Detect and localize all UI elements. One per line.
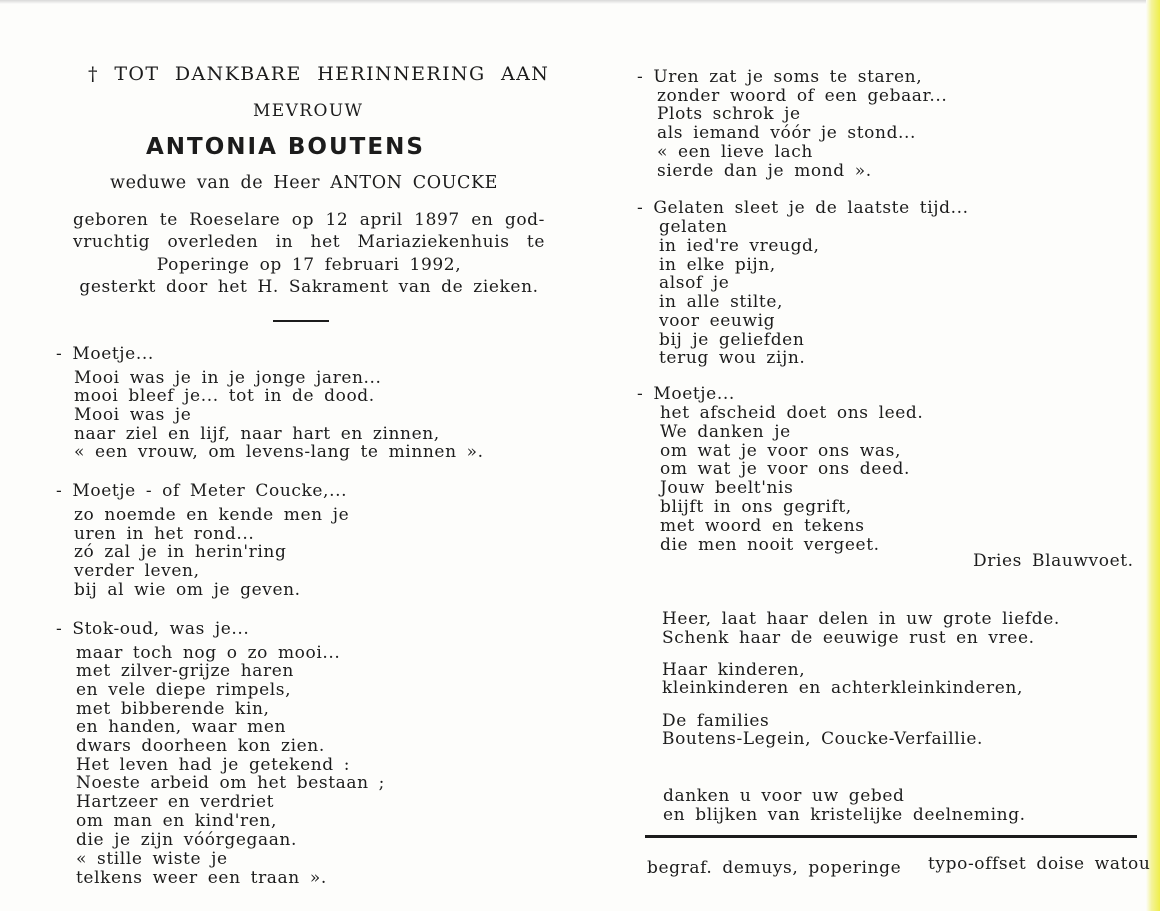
poem5-line: in elke pijn, <box>659 255 776 275</box>
thanks-line-2: en blijken van kristelijke deelneming. <box>663 805 1026 825</box>
widow-of: weduwe van de Heer ANTON COUCKE <box>110 173 499 193</box>
family-line-1: Haar kinderen, <box>662 660 806 680</box>
poem5-line: alsof je <box>659 273 730 293</box>
poem5-line: in ied're vreugd, <box>659 236 820 256</box>
poem3-line: Hartzeer en verdriet <box>76 792 275 812</box>
right-page <box>580 0 1151 911</box>
footer-funeral-director: begraf. demuys, poperinge <box>647 858 902 878</box>
poem1-line: - Moetje... <box>56 344 154 364</box>
poem4-line: zonder woord of een gebaar... <box>657 86 948 106</box>
poem5-line: voor eeuwig <box>659 311 776 331</box>
poem2-line: verder leven, <box>74 561 200 581</box>
poem3-line: met zilver-grijze haren <box>76 661 294 681</box>
poem2-line: bij al wie om je geven. <box>74 580 301 600</box>
thanks-line-1: danken u voor uw gebed <box>663 786 905 806</box>
poem2-line: - Moetje - of Meter Coucke,... <box>56 481 348 501</box>
prayer-line-1: Heer, laat haar delen in uw grote liefde. <box>662 609 1060 629</box>
poem6-line: om wat je voor ons deed. <box>660 459 911 479</box>
poem5-line: in alle stilte, <box>659 292 783 312</box>
card-yellow-edge <box>1146 0 1160 911</box>
poem6-line: blijft in ons gegrift, <box>660 497 852 517</box>
birth-details-line-3: Poperinge op 17 februari 1992, <box>156 255 462 275</box>
poem4-line: als iemand vóór je stond... <box>657 123 917 143</box>
poem3-line: die je zijn vóórgegaan. <box>76 830 297 850</box>
poem3-line: dwars doorheen kon zien. <box>76 736 325 756</box>
family-line-3: De families <box>662 711 770 731</box>
family-line-4: Boutens-Legein, Coucke-Verfaillie. <box>662 729 983 749</box>
footer-printer: typo-offset doise watou <box>928 854 1151 874</box>
poem3-line: met bibberende kin, <box>76 699 270 719</box>
poem4-line: Plots schrok je <box>657 104 801 124</box>
poem6-line: met woord en tekens <box>660 516 865 536</box>
poem3-line: om man en kind'ren, <box>76 811 277 831</box>
birth-details-line-1: geboren te Roeselare op 12 april 1897 en god- <box>73 210 545 230</box>
poem3-line: telkens weer een traan ». <box>76 868 327 888</box>
header-line-1: † TOT DANKBARE HERINNERING AAN <box>88 63 550 85</box>
poem5-line: bij je geliefden <box>659 330 805 350</box>
poem3-line: en vele diepe rimpels, <box>76 680 292 700</box>
poem3-line: - Stok-oud, was je... <box>56 619 250 639</box>
poem6-line: - Moetje... <box>637 384 735 404</box>
poem6-line: die men nooit vergeet. <box>660 535 880 555</box>
poem3-line: maar toch nog o zo mooi... <box>76 643 341 663</box>
header-mevrouw: MEVROUW <box>253 101 364 121</box>
poem1-line: Mooi was je <box>74 405 192 425</box>
poem4-line: - Uren zat je soms te staren, <box>637 67 923 87</box>
poem1-line: naar ziel en lijf, naar hart en zinnen, <box>74 424 440 444</box>
poem1-line: Mooi was je in je jonge jaren... <box>74 368 382 388</box>
poem3-line: Het leven had je getekend : <box>76 755 351 775</box>
poem-author: Dries Blauwvoet. <box>973 551 1134 571</box>
birth-details-line-4: gesterkt door het H. Sakrament van de zieken. <box>79 277 539 297</box>
birth-details-line-2: vruchtig overleden in het Mariaziekenhuis te <box>73 232 545 252</box>
poem6-line: We danken je <box>660 422 791 442</box>
separator-rule <box>273 320 329 322</box>
poem1-line: « een vrouw, om levens-lang te minnen ». <box>74 442 484 462</box>
poem5-line: gelaten <box>659 217 728 237</box>
deceased-name: ANTONIA BOUTENS <box>146 134 425 160</box>
poem3-line: « stille wiste je <box>76 849 228 869</box>
poem2-line: uren in het rond... <box>74 524 255 544</box>
poem6-line: het afscheid doet ons leed. <box>660 403 924 423</box>
cross-symbol: † <box>88 63 99 85</box>
poem3-line: en handen, waar men <box>76 717 287 737</box>
poem2-line: zó zal je in herin'ring <box>74 542 287 562</box>
poem4-line: sierde dan je mond ». <box>657 161 872 181</box>
poem5-line: - Gelaten sleet je de laatste tijd... <box>637 198 969 218</box>
poem2-line: zo noemde en kende men je <box>74 505 350 525</box>
poem4-line: « een lieve lach <box>657 142 813 162</box>
prayer-line-2: Schenk haar de eeuwige rust en vree. <box>662 628 1035 648</box>
footer-rule <box>645 835 1137 838</box>
poem6-line: Jouw beelt'nis <box>660 478 794 498</box>
poem6-line: om wat je voor ons was, <box>660 441 901 461</box>
poem1-line: mooi bleef je... tot in de dood. <box>74 386 375 406</box>
family-line-2: kleinkinderen en achterkleinkinderen, <box>662 678 1023 698</box>
poem3-line: Noeste arbeid om het bestaan ; <box>76 773 385 793</box>
poem5-line: terug wou zijn. <box>659 348 806 368</box>
